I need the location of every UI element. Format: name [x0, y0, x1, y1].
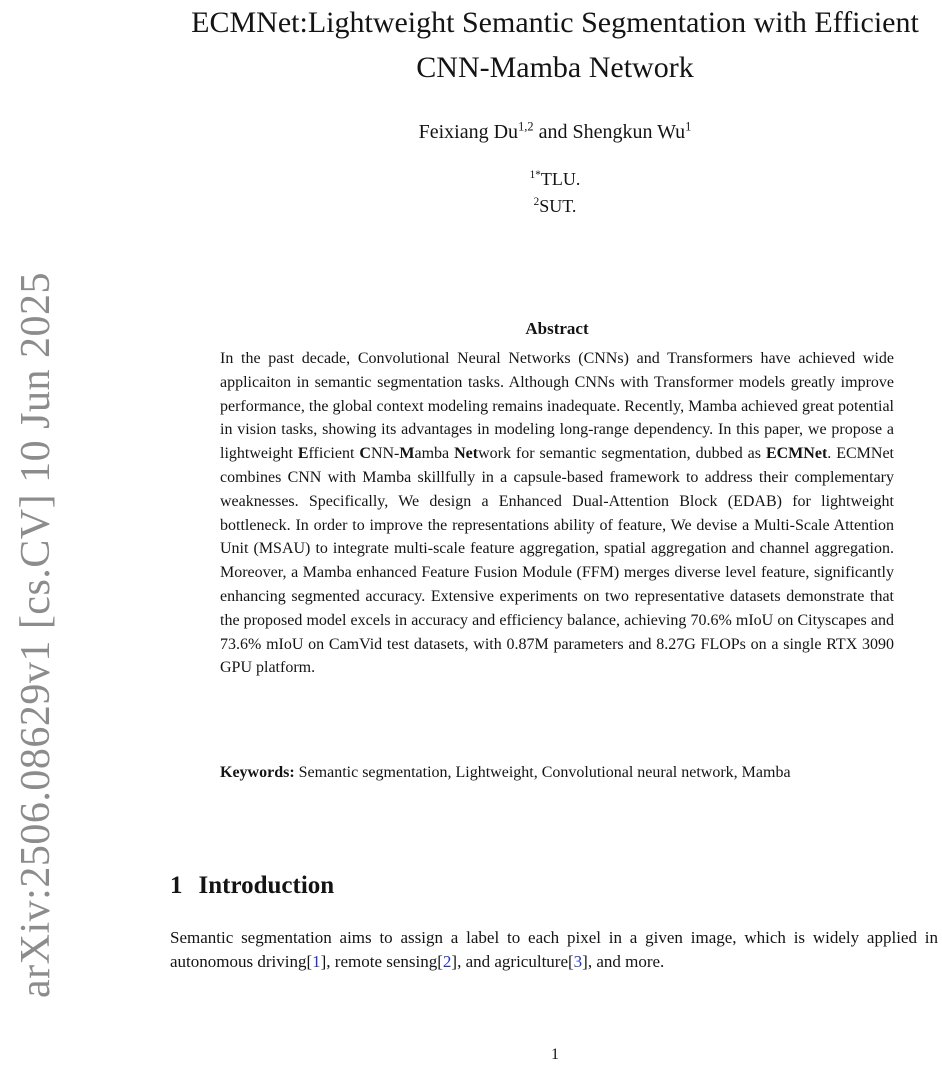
text-segment: M [399, 445, 415, 463]
text-segment: ], and agriculture[ [451, 951, 574, 971]
citation-link[interactable]: 3 [573, 951, 583, 971]
affiliation-1 [170, 166, 940, 193]
author-2-name: Shengkun Wu [572, 121, 686, 143]
keywords-text: Semantic segmentation, Lightweight, Convolutional neural network, Mamba [294, 764, 791, 781]
affiliation-1-name: TLU. [540, 169, 581, 189]
text-segment: work for semantic segmentation, dubbed as [478, 445, 766, 463]
affiliation-2 [170, 193, 940, 220]
text-segment: amba [414, 445, 455, 463]
text-segment: E [297, 445, 309, 463]
text-segment: fficient [308, 445, 360, 463]
text-segment: ], and more. [582, 951, 665, 971]
text-segment: Semantic segmentation aims to assign a label to each pixel in a given image, which is widely applied in autonomous driving[ [170, 928, 938, 971]
page-number: 1 [551, 1046, 559, 1063]
text-segment: Net [454, 445, 479, 463]
author-1-name: Feixiang Du [418, 121, 519, 143]
abstract-body [220, 347, 894, 680]
keywords-label: Keywords: [220, 764, 295, 781]
affiliation-1-marker: 1* [529, 169, 541, 181]
text-segment: C [359, 445, 371, 463]
citation-link[interactable]: 2 [442, 951, 452, 971]
abstract-heading: Abstract [525, 319, 589, 338]
paper-title [170, 0, 940, 90]
section-number: 1 [170, 872, 183, 899]
text-segment: ], remote sensing[ [320, 951, 443, 971]
text-segment: NN- [370, 445, 400, 463]
citation-link[interactable]: 1 [312, 951, 321, 971]
arxiv-watermark: arXiv:2506.08629v1 [cs.CV] 10 Jun 2025 [13, 272, 59, 998]
author-2-affiliation-marker: 1 [685, 119, 692, 134]
paper-title-text: ECMNet:Lightweight Semantic Segmentation with Efficient CNN-Mamba Network [191, 6, 919, 84]
introduction-paragraph [170, 926, 938, 973]
section-heading-introduction [170, 872, 940, 900]
author-1-affiliation-marker: 1,2 [518, 119, 534, 134]
text-segment: . ECMNet combines CNN with Mamba skillfully in a capsule-based framework to address their complementary weaknesses. Specifically, We design a Enhanced Dual-Attention Block (EDAB) for lightweight bottleneck. In order to improve the representations ability of feature, We devise a Multi-Scale Attention Unit (MSAU) to integrate multi-scale feature aggregation, spatial aggregation and channel aggregation. Moreover, a Mamba enhanced Feature Fusion Module (FFM) merges diverse level feature, significantly enhancing segmented accuracy. Extensive experiments on two representative datasets demonstrate that the proposed model excels in accuracy and efficiency balance, achieving 70.6% mIoU on Cityscapes and 73.6% mIoU on CamVid test datasets, with 0.87M parameters and 8.27G FLOPs on a single RTX 3090 GPU platform. [220, 445, 894, 677]
authors-separator: and [533, 121, 573, 143]
author-line [170, 121, 940, 144]
affiliations [170, 166, 940, 220]
affiliation-2-marker: 2 [533, 196, 540, 208]
text-segment: ECMNet [765, 445, 828, 463]
section-title: Introduction [198, 872, 335, 899]
keywords-line [220, 761, 894, 785]
affiliation-2-name: SUT. [539, 196, 577, 216]
text-segment: In the past decade, Convolutional Neural Networks (CNNs) and Transformers have achieved wide applicaiton in semantic segmentation tasks. Although CNNs with Transformer models greatly improve performance, the global context modeling remains inadequate. Recently, Mamba achieved great potential in vision tasks, showing its advantages in modeling long-range dependency. In this paper, we propose a lightweight [220, 350, 894, 463]
